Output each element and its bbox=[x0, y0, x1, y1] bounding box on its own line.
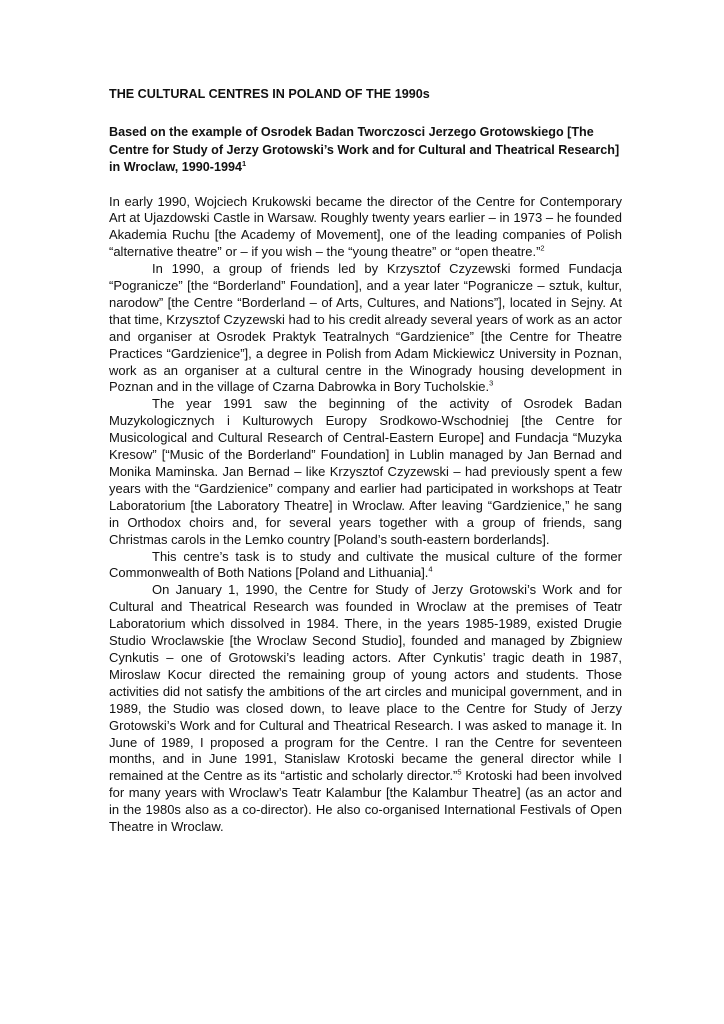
document-title: THE CULTURAL CENTRES IN POLAND OF THE 1990s bbox=[109, 87, 430, 101]
paragraph-text: In 1990, a group of friends led by Krzysztof Czyzewski formed Fundacja “Pogranicze” [the “Borderland” Foundation], and a year later “Pogranicze – sztuk, kultur, narodow” [the Centre “Borderland – of Arts, Cultures, and Nations”], located in Sejny. At that time, Krzysztof Czyzewski had to his credit already several years of work as an actor and organiser at Osrodek Praktyk Teatralnych “Gardzienice” [the Centre for Theatre Practices “Gardzienice”], a degree in Polish from Adam Mickiewicz University in Poznan, work as an organiser at a cultural centre in the Winogrady housing development in Poznan and in the village of Czarna Dabrowka in Bory Tucholskie. bbox=[109, 261, 622, 395]
paragraph bbox=[109, 582, 622, 836]
footnote-marker[interactable]: 1 bbox=[242, 158, 247, 168]
paragraph-continuation: Krotoski had been involved for many years with Wroclaw’s Teatr Kalambur [the Kalambur Theatre] (as an actor and in the 1980s also as a co-director). He also co-organised International Festivals of Open Theatre in Wroclaw. bbox=[109, 768, 622, 835]
footnote-marker[interactable]: 3 bbox=[489, 379, 494, 389]
paragraph-text: On January 1, 1990, the Centre for Study of Jerzy Grotowski’s Work and for Cultural and Theatrical Research was founded in Wroclaw at the premises of Teatr Laboratorium which dissolved in 1984. There, in the years 1985-1989, existed Drugie Studio Wroclawskie [the Wroclaw Second Studio], founded and managed by Zbigniew Cynkutis – one of Grotowski’s leading actors. After Cynkutis’ tragic death in 1987, Miroslaw Kocur directed the remaining group of young actors and students. Those activities did not satisfy the ambitions of the art circles and municipal government, and in 1989, the Studio was closed down, to leave place to the Centre for Study of Jerzy Grotowski’s Work and for Cultural and Theatrical Research. I was asked to manage it. In June of 1989, I proposed a program for the Centre. I ran the Centre for seventeen months, and in June 1991, Stanislaw Krotoski became the general director while I remained at the Centre as its “artistic and scholarly director.” bbox=[109, 582, 622, 784]
document-subtitle bbox=[109, 124, 622, 177]
footnote-marker[interactable]: 5 bbox=[457, 767, 462, 777]
paragraph-text: In early 1990, Wojciech Krukowski became the director of the Centre for Contemporary Art at Ujazdowski Castle in Warsaw. Roughly twenty years earlier – in 1973 – he founded Akademia Ruchu [the Academy of Movement], one of the leading companies of Polish “alternative theatre” or – if you wish – the “young theatre” or “open theatre.” bbox=[109, 193, 622, 260]
document-page bbox=[109, 86, 622, 836]
paragraph bbox=[109, 549, 622, 583]
paragraph-text: The year 1991 saw the beginning of the activity of Osrodek Badan Muzykologicznych i Kulturowych Europy Srodkowo-Wschodniej [the Centre for Musicological and Cultural Research of Central-Eastern Europe] and Fundacja “Muzyka Kresow” [“Music of the Borderland” Foundation] in Lublin managed by Jan Bernad and Monika Maminska. Jan Bernad – like Krzysztof Czyzewski – had previously spent a few years with the “Gardzienice” company and earlier had participated in workshops at Teatr Laboratorium [the Laboratory Theatre] in Wroclaw. After leaving “Gardzienice,” he sang in Orthodox choirs and, for several years together with a group of friends, sang Christmas carols in the Lemko country [Poland’s south-eastern borderlands]. bbox=[109, 396, 622, 547]
footnote-marker[interactable]: 4 bbox=[428, 565, 433, 575]
subtitle-text: Based on the example of Osrodek Badan Tworczosci Jerzego Grotowskiego [The Centre for Study of Jerzy Grotowski’s Work and for Cultural and Theatrical Research] in Wroclaw, 1990-1994 bbox=[109, 125, 620, 174]
paragraph bbox=[109, 194, 622, 262]
paragraph-text: This centre’s task is to study and cultivate the musical culture of the former Commonwealth of Both Nations [Poland and Lithuania]. bbox=[109, 548, 622, 581]
body-text bbox=[109, 194, 622, 836]
footnote-marker[interactable]: 2 bbox=[540, 243, 545, 253]
paragraph bbox=[109, 396, 622, 548]
paragraph bbox=[109, 261, 622, 396]
